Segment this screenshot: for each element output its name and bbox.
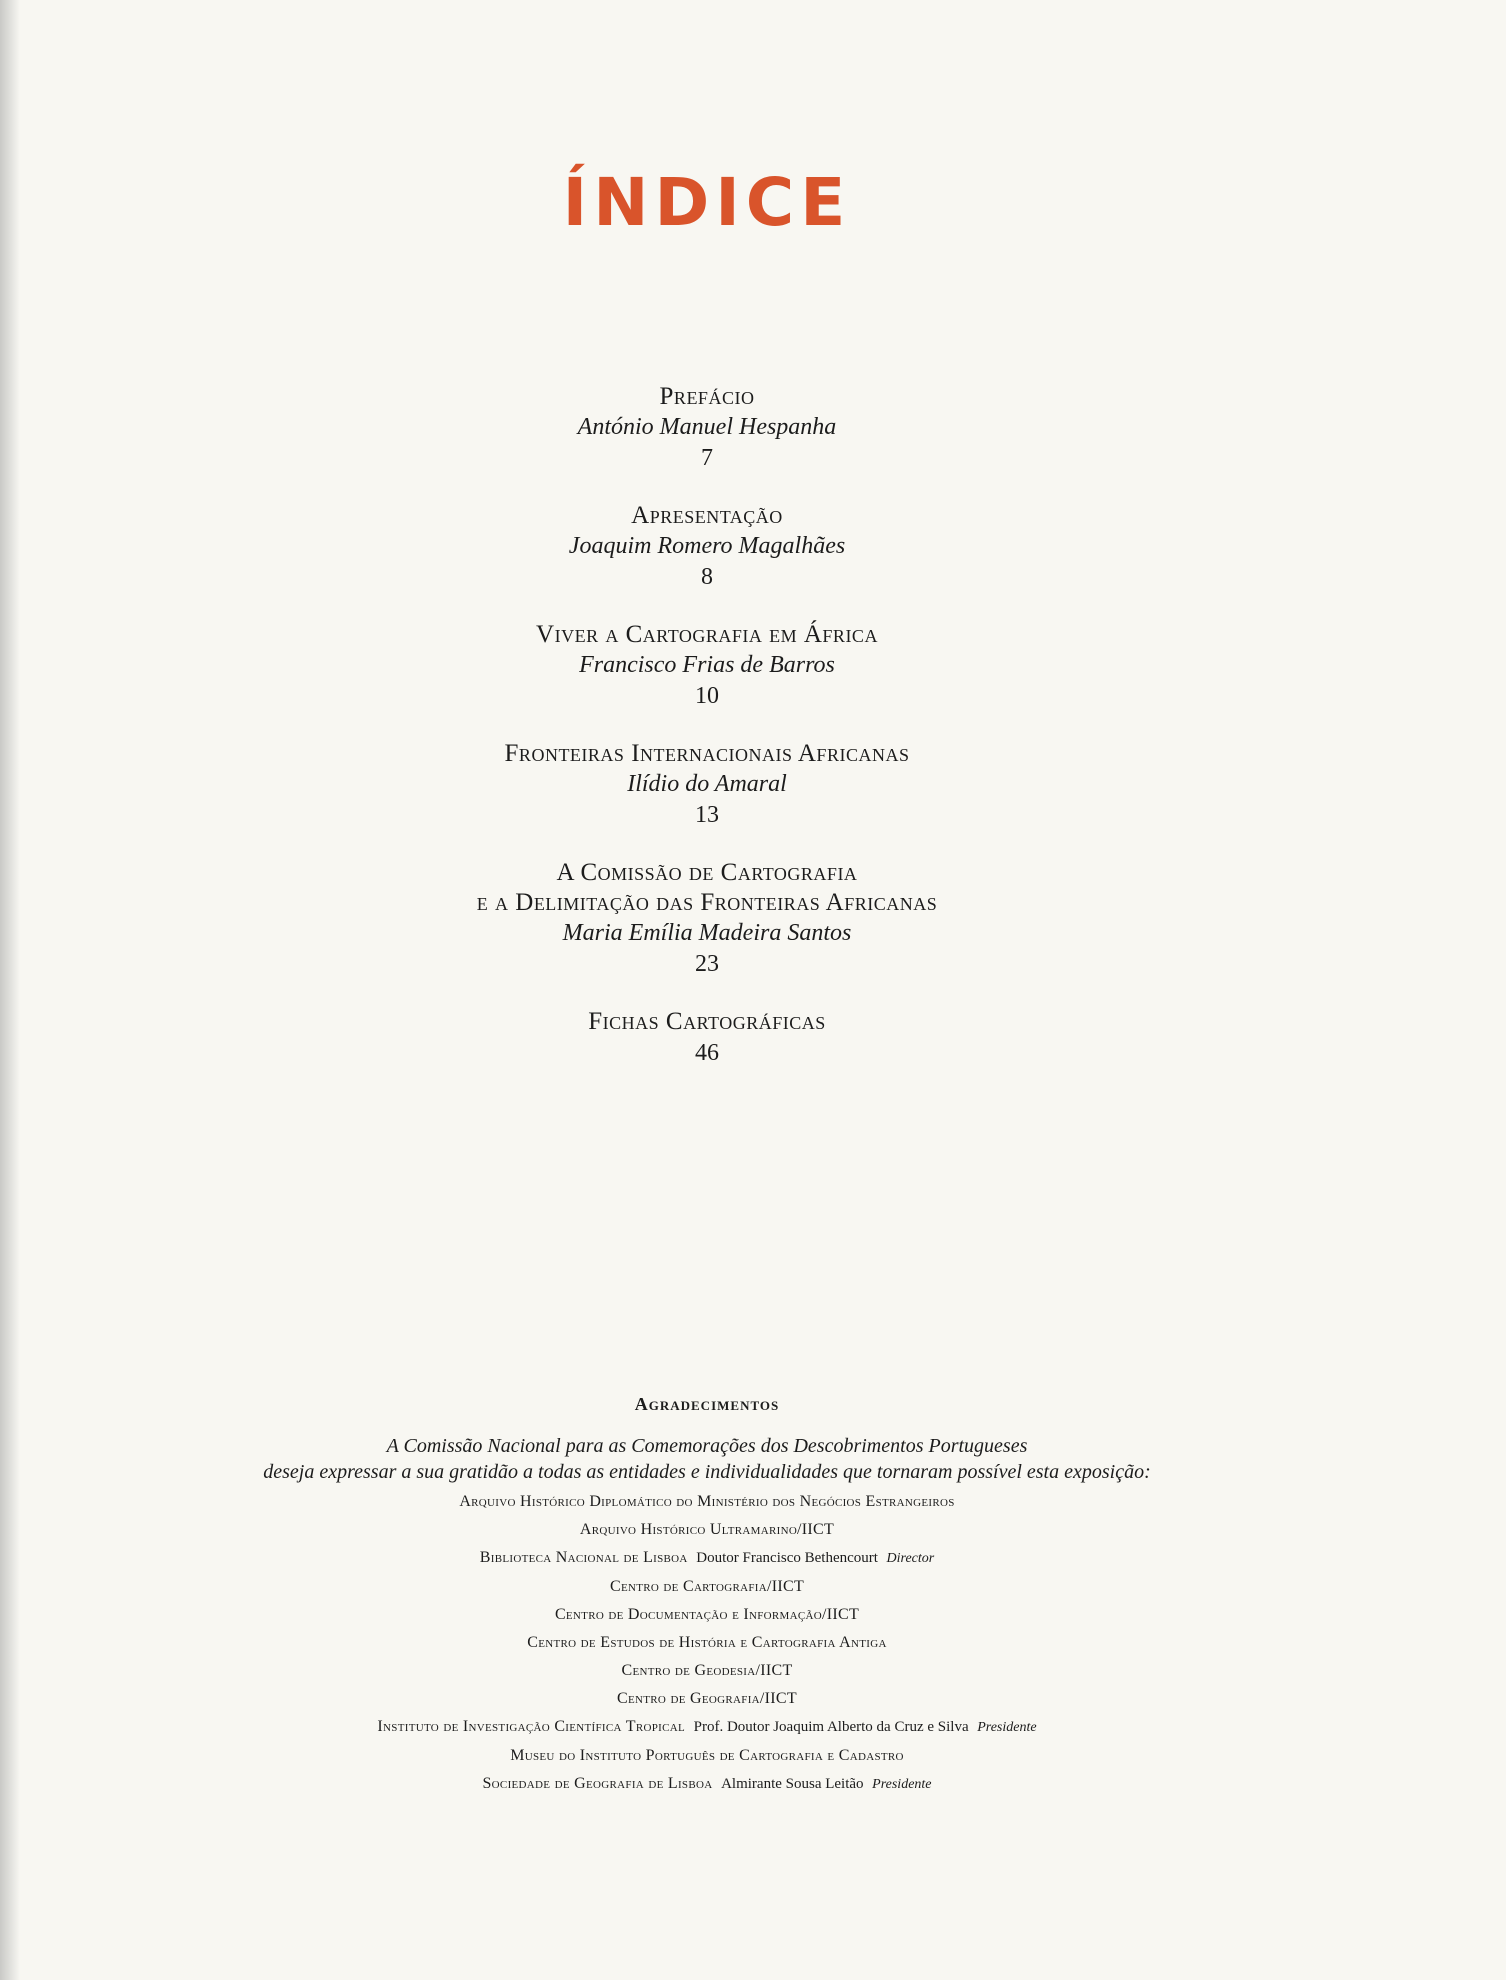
acknowledgement-item bbox=[0, 1685, 1414, 1713]
institution-name: Arquivo Histórico Diplomático do Ministério dos Negócios Estrangeiros bbox=[459, 1493, 955, 1510]
toc-entry[interactable] bbox=[0, 739, 1414, 831]
toc-entry-title bbox=[0, 858, 1414, 918]
toc-entry-title bbox=[0, 382, 1414, 412]
acknowledgement-item bbox=[0, 1657, 1414, 1685]
institution-name: Sociedade de Geografia de Lisboa bbox=[482, 1775, 713, 1792]
toc-entry-title-line: Viver a Cartografia em África bbox=[536, 621, 878, 648]
acknowledgement-item bbox=[0, 1601, 1414, 1629]
acknowledgement-item bbox=[0, 1770, 1414, 1799]
toc-entry-title bbox=[0, 501, 1414, 531]
institution-name: Centro de Estudos de História e Cartografia Antiga bbox=[527, 1634, 887, 1651]
institution-name: Arquivo Histórico Ultramarino/IICT bbox=[579, 1521, 835, 1538]
toc-entry-page: 8 bbox=[701, 564, 713, 590]
toc-entry-page: 10 bbox=[695, 683, 719, 709]
acknowledgements-list bbox=[0, 1488, 1414, 1799]
acknowledgements-heading: Agradecimentos bbox=[634, 1394, 780, 1414]
toc-entry-page: 46 bbox=[695, 1040, 719, 1066]
person-name: Prof. Doutor Joaquim Alberto da Cruz e Silva bbox=[693, 1719, 969, 1735]
acknowledgement-item bbox=[0, 1713, 1414, 1742]
person-name: Doutor Francisco Bethencourt bbox=[696, 1550, 878, 1566]
acknowledgement-item bbox=[0, 1516, 1414, 1544]
toc-entry[interactable] bbox=[0, 620, 1414, 712]
person-role: Presidente bbox=[977, 1720, 1037, 1735]
toc-entry-title bbox=[0, 1007, 1414, 1037]
institution-name: Instituto de Investigação Científica Tropical bbox=[377, 1718, 686, 1735]
institution-name: Centro de Geodesia/IICT bbox=[621, 1662, 793, 1679]
toc-entry-author: António Manuel Hespanha bbox=[577, 414, 837, 440]
table-of-contents bbox=[0, 382, 1414, 1096]
toc-entry-title-line: Apresentação bbox=[631, 502, 783, 529]
toc-entry[interactable] bbox=[0, 501, 1414, 593]
person-role: Director bbox=[886, 1551, 935, 1566]
toc-entry[interactable] bbox=[0, 1007, 1414, 1069]
acknowledgement-item bbox=[0, 1488, 1414, 1516]
toc-entry[interactable] bbox=[0, 858, 1414, 980]
institution-name: Museu do Instituto Português de Cartografia e Cadastro bbox=[510, 1747, 904, 1764]
page-title: ÍNDICE bbox=[562, 164, 852, 242]
toc-entry-page: 13 bbox=[695, 802, 719, 828]
acknowledgements-intro-line: A Comissão Nacional para as Comemorações dos Descobrimentos Portugueses bbox=[386, 1435, 1028, 1457]
toc-entry-title bbox=[0, 620, 1414, 650]
institution-name: Centro de Documentação e Informação/IICT bbox=[554, 1606, 860, 1623]
acknowledgement-item bbox=[0, 1629, 1414, 1657]
person-name: Almirante Sousa Leitão bbox=[721, 1776, 864, 1792]
toc-entry-title-line: Fichas Cartográficas bbox=[588, 1008, 826, 1035]
toc-entry-title-line: Prefácio bbox=[659, 383, 755, 410]
toc-entry-author: Joaquim Romero Magalhães bbox=[568, 533, 846, 559]
acknowledgements-section bbox=[0, 1394, 1414, 1799]
institution-name: Centro de Geografia/IICT bbox=[617, 1690, 797, 1707]
toc-entry-title-line: A Comissão de Cartografia bbox=[556, 859, 858, 886]
toc-entry-title-line: Fronteiras Internacionais Africanas bbox=[504, 740, 910, 767]
person-role: Presidente bbox=[872, 1777, 932, 1792]
acknowledgement-item bbox=[0, 1544, 1414, 1573]
institution-name: Biblioteca Nacional de Lisboa bbox=[479, 1549, 688, 1566]
acknowledgement-item bbox=[0, 1742, 1414, 1770]
toc-entry-title bbox=[0, 739, 1414, 769]
acknowledgement-item bbox=[0, 1573, 1414, 1601]
toc-entry-author: Ilídio do Amaral bbox=[627, 771, 787, 797]
acknowledgements-intro-line: deseja expressar a sua gratidão a todas as entidades e individualidades que tornaram possível esta exposição: bbox=[263, 1461, 1151, 1483]
institution-name: Centro de Cartografia/IICT bbox=[609, 1578, 805, 1595]
toc-entry-page: 23 bbox=[695, 951, 719, 977]
toc-entry-author: Francisco Frias de Barros bbox=[579, 652, 835, 678]
toc-entry-author: Maria Emília Madeira Santos bbox=[562, 920, 852, 946]
toc-entry-page: 7 bbox=[701, 445, 713, 471]
toc-entry-title-line: e a Delimitação das Fronteiras Africanas bbox=[476, 889, 938, 916]
toc-entry[interactable] bbox=[0, 382, 1414, 474]
